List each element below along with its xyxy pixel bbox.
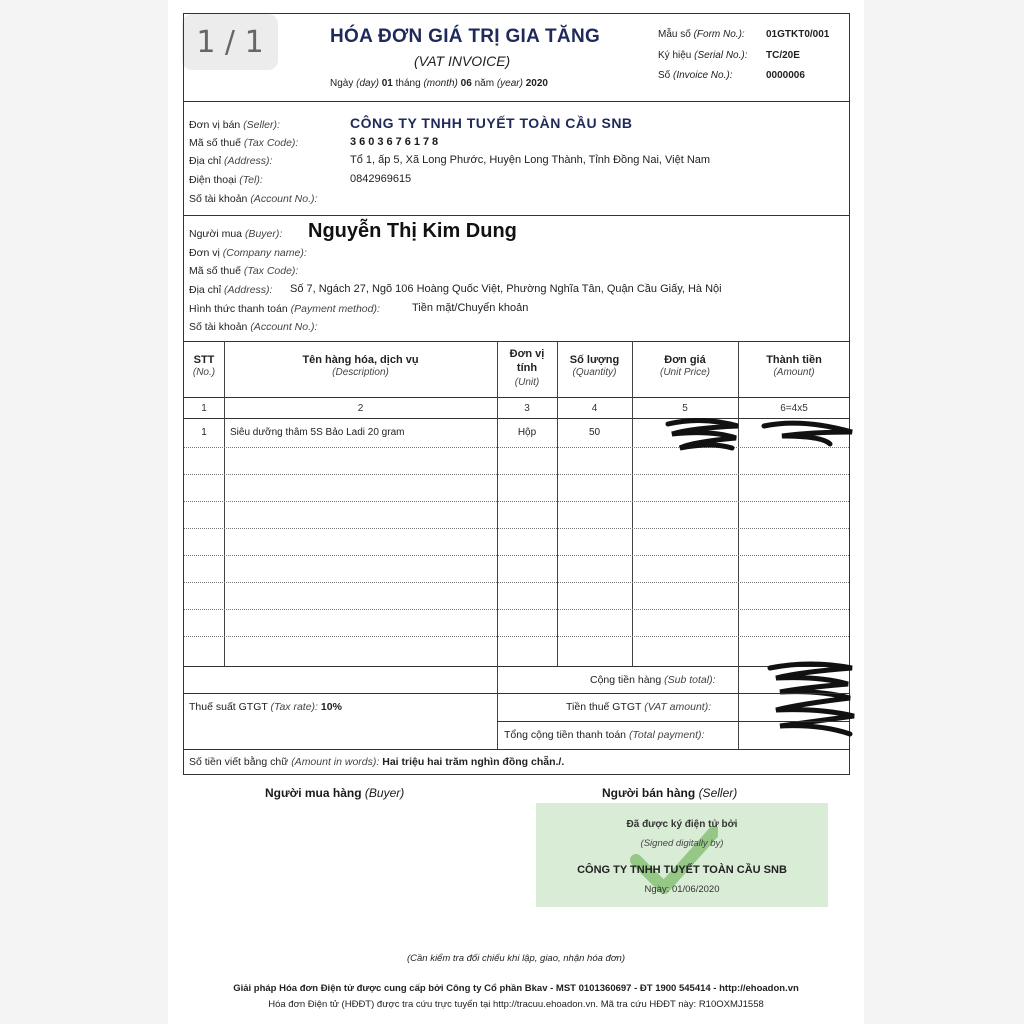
total-label: Tổng cộng tiền thanh toán (Total payment):: [504, 729, 705, 741]
seller-address: Tổ 1, ấp 5, Xã Long Phước, Huyện Long Thành, Tỉnh Đồng Nai, Việt Nam: [350, 154, 711, 166]
redaction-scribble: [662, 418, 862, 454]
invoice-date: Ngày (day) 01 tháng (month) 06 năm (year) 2020: [330, 78, 548, 89]
empty-row: [184, 528, 849, 529]
form-no-label: Mẫu số (Form No.):: [658, 29, 745, 40]
table-top-border: [183, 341, 850, 342]
empty-row: [184, 501, 849, 502]
signed-date: Ngày: 01/06/2020: [644, 884, 720, 895]
col-divider: [224, 341, 225, 666]
empty-row: [184, 636, 849, 637]
divider: [183, 749, 850, 750]
tax-rate-label: Thuế suất GTGT (Tax rate): 10%: [189, 701, 342, 713]
row-unit: Hộp: [517, 427, 537, 438]
row-stt: 1: [201, 427, 207, 438]
divider: [183, 693, 850, 694]
seller-tel: 0842969615: [350, 173, 412, 185]
subtotal-label: Cộng tiền hàng (Sub total):: [590, 674, 716, 686]
empty-row: [184, 555, 849, 556]
buyer-signature-label: Người mua hàng (Buyer): [265, 786, 405, 800]
col-divider: [557, 341, 558, 666]
header-stt: STT (No.): [192, 354, 216, 378]
row-quantity: 50: [588, 427, 601, 438]
form-no: 01GTKT0/001: [766, 29, 830, 40]
buyer-company-label: Đơn vị (Company name):: [189, 247, 307, 259]
col-divider: [632, 341, 633, 666]
footer-provider: Giải pháp Hóa đơn Điện tử được cung cấp bởi Công ty Cổ phần Bkav - MST 0101360697 - ĐT 1900 545414 - http://ehoadon.vn: [233, 983, 799, 994]
signed-company: CÔNG TY TNHH TUYẾT TOÀN CẦU SNB: [577, 864, 787, 876]
footer-lookup: Hóa đơn Điện tử (HĐĐT) được tra cứu trực tuyến tại http://tracuu.ehoadon.vn. Mã tra cứu HĐĐT này: R10OXMJ1558: [268, 999, 764, 1010]
col-number: 1: [201, 403, 207, 414]
footer-note: (Cần kiểm tra đối chiếu khi lập, giao, nhận hóa đơn): [406, 953, 626, 964]
table-bottom-border: [183, 666, 850, 667]
serial-label: Ký hiệu (Serial No.):: [658, 50, 748, 61]
seller-tax-label: Mã số thuế (Tax Code):: [189, 137, 299, 149]
row-description: Siêu dưỡng thâm 5S Bảo Ladi 20 gram: [230, 427, 405, 438]
seller-signature-label: Người bán hàng (Seller): [602, 786, 738, 800]
header-amount: Thành tiền (Amount): [766, 354, 822, 378]
header-unit: Đơn vị tính (Unit): [509, 348, 545, 388]
header-quantity: Số lượng (Quantity): [569, 354, 620, 378]
redaction-scribble: [760, 660, 860, 742]
empty-row: [184, 582, 849, 583]
signed-by-en: (Signed digitally by): [640, 838, 724, 849]
empty-row: [184, 609, 849, 610]
col-number: 4: [591, 403, 598, 414]
buyer-account-label: Số tài khoản (Account No.):: [189, 321, 318, 333]
amount-words-label: Số tiền viết bằng chữ (Amount in words): Hai triệu hai trăm nghìn đồng chẵn./.: [189, 756, 565, 768]
col-number: 2: [357, 403, 364, 414]
invoice-no: 0000006: [766, 70, 805, 81]
page-indicator: 1 / 1: [182, 14, 278, 70]
seller-account-label: Số tài khoản (Account No.):: [189, 193, 318, 205]
empty-row: [184, 474, 849, 475]
vat-amount-label: Tiền thuế GTGT (VAT amount):: [566, 701, 712, 713]
serial: TC/20E: [766, 50, 800, 61]
seller-address-label: Địa chỉ (Address):: [189, 155, 273, 167]
invoice-subtitle: (VAT INVOICE): [414, 53, 511, 69]
buyer-address-label: Địa chỉ (Address):: [189, 284, 273, 296]
header-description: Tên hàng hóa, dịch vụ (Description): [302, 354, 419, 378]
buyer-name-label: Người mua (Buyer):: [189, 228, 283, 240]
invoice-title: HÓA ĐƠN GIÁ TRỊ GIA TĂNG: [330, 26, 601, 47]
col-number: 6=4x5: [780, 403, 808, 414]
col-number: 3: [524, 403, 530, 414]
seller-tel-label: Điện thoại (Tel):: [189, 174, 263, 186]
buyer-name: Nguyễn Thị Kim Dung: [308, 220, 517, 242]
divider: [183, 101, 850, 102]
table-header-border: [183, 397, 850, 398]
col-number: 5: [682, 403, 688, 414]
header-unit-price: Đơn giá (Unit Price): [659, 354, 710, 378]
buyer-address: Số 7, Ngách 27, Ngõ 106 Hoàng Quốc Việt, Phường Nghĩa Tân, Quận Cầu Giấy, Hà Nội: [290, 283, 722, 295]
divider: [497, 721, 850, 722]
payment-method: Tiền mặt/Chuyển khoản: [412, 302, 529, 314]
invoice-no-label: Số (Invoice No.):: [658, 70, 733, 81]
seller-tax-code: 3603676178: [350, 136, 442, 148]
divider: [183, 215, 850, 216]
buyer-tax-label: Mã số thuế (Tax Code):: [189, 265, 299, 277]
signed-by-label: Đã được ký điện tử bởi: [626, 819, 738, 830]
seller-name-label: Đơn vị bán (Seller):: [189, 119, 280, 131]
seller-name: CÔNG TY TNHH TUYẾT TOÀN CẦU SNB: [350, 115, 633, 131]
payment-label: Hình thức thanh toán (Payment method):: [189, 303, 380, 315]
